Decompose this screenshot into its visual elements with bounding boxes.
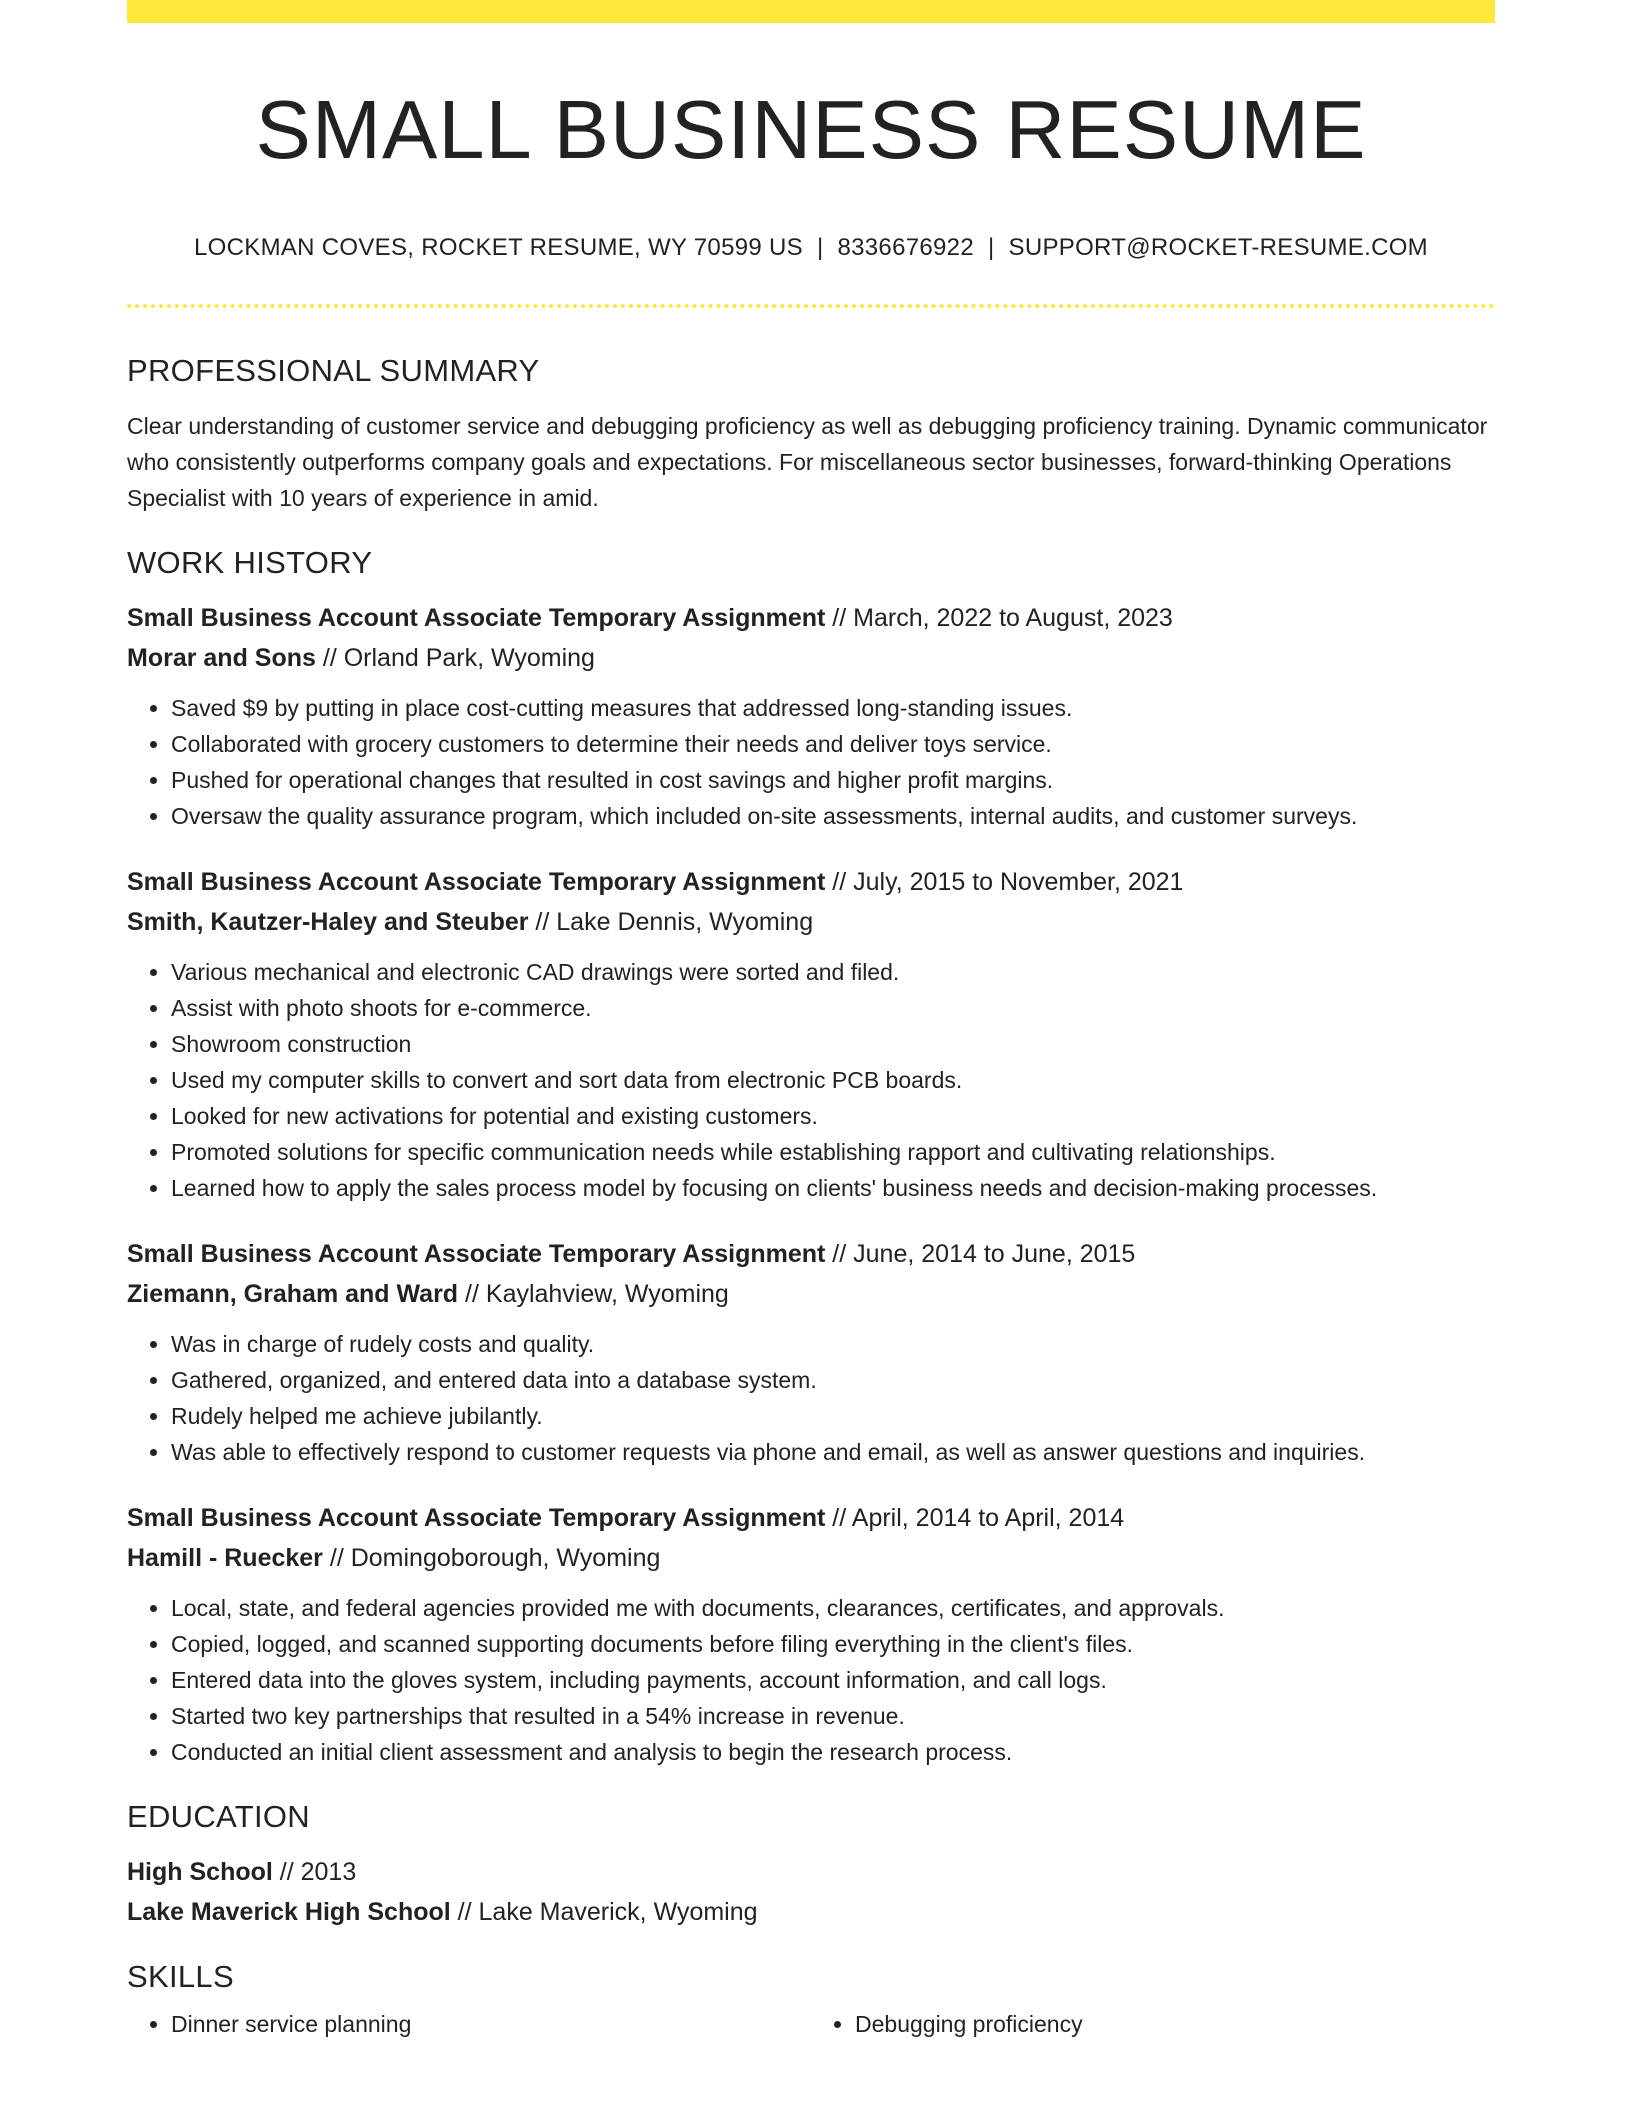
skills-heading: SKILLS <box>127 1959 234 1994</box>
job-company-line <box>127 640 1495 676</box>
job-bullet: • Looked for new activations for potential and existing customers. <box>171 1098 1495 1134</box>
dotted-divider <box>127 304 1495 308</box>
job-bullet: • Copied, logged, and scanned supporting documents before filing everything in the client's files. <box>171 1626 1495 1662</box>
job-location: Kaylahview, Wyoming <box>485 1280 729 1308</box>
contact-address: LOCKMAN COVES, ROCKET RESUME, WY 70599 US <box>194 234 803 261</box>
contact-line <box>127 233 1495 263</box>
education-heading: EDUCATION <box>127 1799 310 1834</box>
skills-grid <box>127 1996 1495 2042</box>
skills-right-column <box>811 2006 1495 2042</box>
job-bullet: • Various mechanical and electronic CAD drawings were sorted and filed. <box>171 954 1495 990</box>
contact-email: SUPPORT@ROCKET-RESUME.COM <box>1008 234 1428 261</box>
job-company: Morar and Sons <box>127 644 316 672</box>
job-bullet: • Was in charge of rudely costs and quality. <box>171 1326 1495 1362</box>
contact-phone: 8336676922 <box>837 234 974 261</box>
education-year: 2013 <box>300 1858 357 1886</box>
job-bullets <box>127 1326 1495 1470</box>
job-title: Small Business Account Associate Temporary Assignment <box>127 604 826 632</box>
skill-item: • Debugging proficiency <box>855 2006 1495 2042</box>
job-dates: March, 2022 to August, 2023 <box>853 604 1173 632</box>
work-history-list <box>127 600 1495 1770</box>
job-location: Domingoborough, Wyoming <box>350 1544 661 1572</box>
page-title: SMALL BUSINESS RESUME <box>255 83 1367 176</box>
education-school: Lake Maverick High School <box>127 1898 451 1926</box>
job-company: Smith, Kautzer-Haley and Steuber <box>127 908 529 936</box>
job-separator: // <box>825 1240 854 1268</box>
job-title: Small Business Account Associate Temporary Assignment <box>127 1504 826 1532</box>
education-separator: // <box>450 1898 479 1926</box>
education-separator: // <box>272 1858 301 1886</box>
job-bullet: • Started two key partnerships that resulted in a 54% increase in revenue. <box>171 1698 1495 1734</box>
job-bullet: • Used my computer skills to convert and sort data from electronic PCB boards. <box>171 1062 1495 1098</box>
job-company-line <box>127 1540 1495 1576</box>
job-bullet: • Promoted solutions for specific communication needs while establishing rapport and cultivating relationships. <box>171 1134 1495 1170</box>
contact-separator: | <box>816 234 824 261</box>
education-location: Lake Maverick, Wyoming <box>478 1898 758 1926</box>
job-bullet: • Oversaw the quality assurance program, which included on-site assessments, internal audits, and customer surveys. <box>171 798 1495 834</box>
job-title-line <box>127 864 1495 900</box>
job-separator: // <box>458 1280 486 1308</box>
job-company: Hamill - Ruecker <box>127 1544 323 1572</box>
skill-item: • Dinner service planning <box>171 2006 811 2042</box>
resume-page <box>127 0 1495 2042</box>
job-bullet: • Pushed for operational changes that resulted in cost savings and higher profit margins. <box>171 762 1495 798</box>
job-bullets <box>127 954 1495 1206</box>
education-entry <box>127 1854 1495 1930</box>
job-dates: June, 2014 to June, 2015 <box>853 1240 1136 1268</box>
top-accent-bar <box>127 0 1495 23</box>
job-separator: // <box>825 1504 852 1532</box>
job-bullets <box>127 690 1495 834</box>
job-company: Ziemann, Graham and Ward <box>127 1280 459 1308</box>
job-separator: // <box>528 908 557 936</box>
job-bullet: • Was able to effectively respond to customer requests via phone and email, as well as answer questions and inquiries. <box>171 1434 1495 1470</box>
job-entry <box>127 1236 1495 1470</box>
job-entry <box>127 1500 1495 1770</box>
job-bullet: • Learned how to apply the sales process model by focusing on clients' business needs and decision-making processes. <box>171 1170 1495 1206</box>
job-company-line <box>127 1276 1495 1312</box>
job-title-line <box>127 1236 1495 1272</box>
job-title: Small Business Account Associate Temporary Assignment <box>127 868 826 896</box>
job-separator: // <box>825 604 854 632</box>
job-title-line <box>127 600 1495 636</box>
summary-text: Clear understanding of customer service and debugging proficiency as well as debugging proficiency training. Dynamic communicator who consistently outperforms company goals and expectations. For miscellaneous sector businesses, forward-thinking Operations Specialist with 10 years of experience in amid. <box>127 413 1488 511</box>
job-bullet: • Local, state, and federal agencies provided me with documents, clearances, certificates, and approvals. <box>171 1590 1495 1626</box>
job-bullet: • Assist with photo shoots for e-commerce. <box>171 990 1495 1026</box>
job-bullets <box>127 1590 1495 1770</box>
job-bullet: • Gathered, organized, and entered data into a database system. <box>171 1362 1495 1398</box>
job-bullet: • Collaborated with grocery customers to determine their needs and deliver toys service. <box>171 726 1495 762</box>
job-bullet: • Showroom construction <box>171 1026 1495 1062</box>
job-dates: April, 2014 to April, 2014 <box>851 1504 1125 1532</box>
job-bullet: • Conducted an initial client assessment and analysis to begin the research process. <box>171 1734 1495 1770</box>
job-separator: // <box>825 868 854 896</box>
job-bullet: • Saved $9 by putting in place cost-cutting measures that addressed long-standing issues. <box>171 690 1495 726</box>
job-separator: // <box>322 1544 351 1572</box>
contact-separator: | <box>987 234 995 261</box>
education-degree-line <box>127 1854 1495 1890</box>
job-bullet: • Rudely helped me achieve jubilantly. <box>171 1398 1495 1434</box>
education-degree: High School <box>127 1858 273 1886</box>
job-location: Lake Dennis, Wyoming <box>556 908 814 936</box>
summary-heading: PROFESSIONAL SUMMARY <box>127 353 540 388</box>
job-dates: July, 2015 to November, 2021 <box>853 868 1184 896</box>
work-history-heading: WORK HISTORY <box>127 545 373 580</box>
job-title: Small Business Account Associate Temporary Assignment <box>127 1240 826 1268</box>
education-school-line <box>127 1894 1495 1930</box>
job-entry <box>127 600 1495 834</box>
job-entry <box>127 864 1495 1206</box>
job-title-line <box>127 1500 1495 1536</box>
job-company-line <box>127 904 1495 940</box>
skills-left-column <box>127 2006 811 2042</box>
job-location: Orland Park, Wyoming <box>343 644 595 672</box>
job-separator: // <box>315 644 344 672</box>
job-bullet: • Entered data into the gloves system, including payments, account information, and call logs. <box>171 1662 1495 1698</box>
